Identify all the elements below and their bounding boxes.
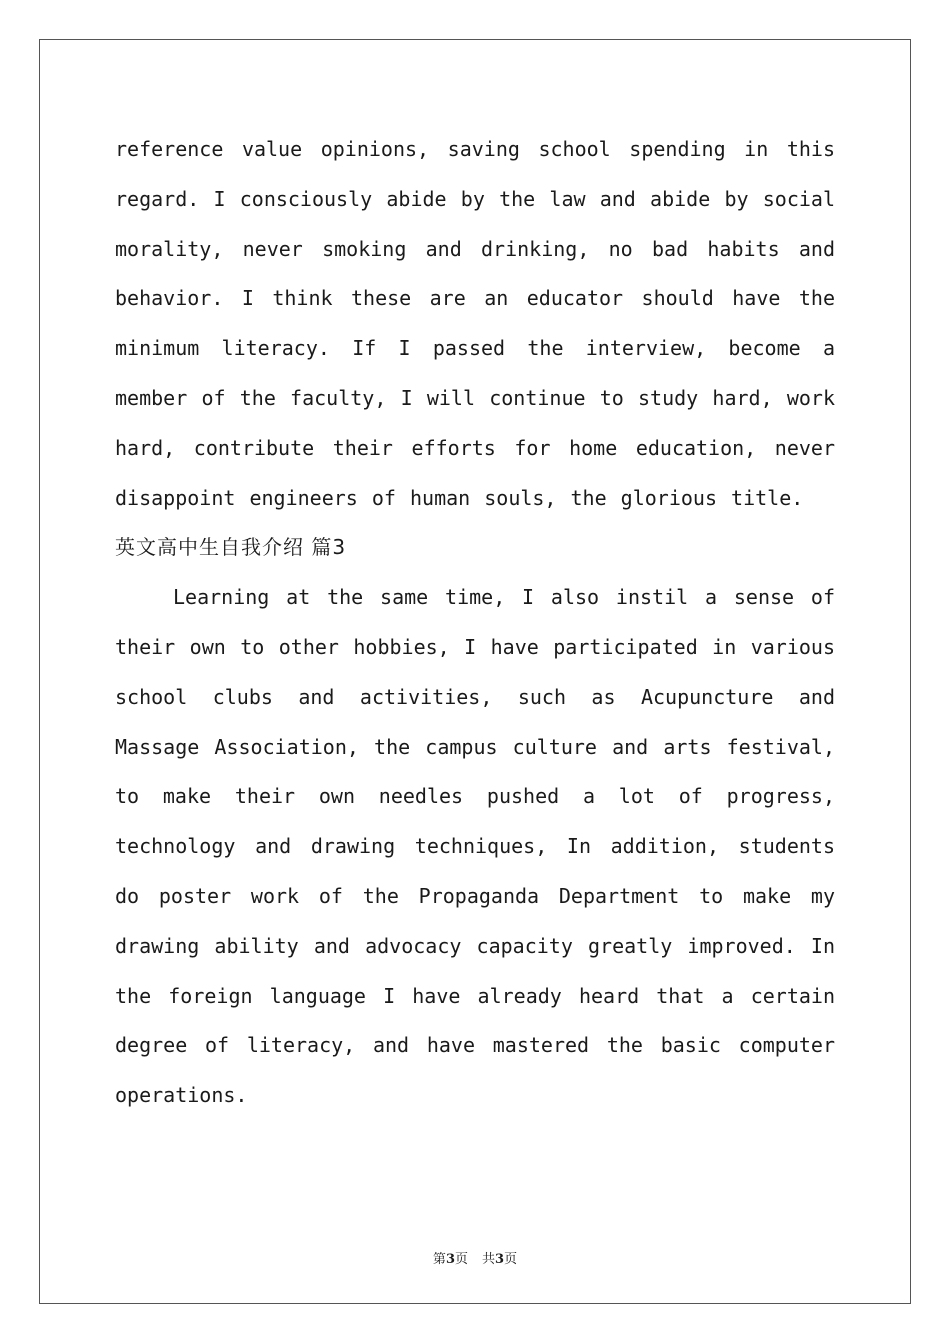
total-unit: 页	[504, 1252, 518, 1267]
page-footer	[0, 1248, 950, 1267]
document-body	[115, 125, 835, 1121]
body-paragraph-section3: Learning at the same time, I also instil a sense of their own to other hobbies, I have participated in various school clubs and activities, such as Acupuncture and Massage Association, the campus culture and arts festival, to make their own needles pushed a lot of progress, technology and drawing techniques, In addition, students do poster work of the Propaganda Department to make my drawing ability and advocacy capacity greatly improved. In the foreign language I have already heard that a certain degree of literacy, and have mastered the basic computer operations.	[115, 585, 835, 1108]
body-paragraph-continued: reference value opinions, saving school spending in this regard. I consciously abide by the law and abide by social morality, never smoking and drinking, no bad habits and behavior. I think these are an educator should have the minimum literacy. If I passed the interview, become a member of the faculty, I will continue to study hard, work hard, contribute their efforts for home education, never disappoint engineers of human souls, the glorious title.	[115, 137, 835, 510]
section-heading: 英文高中生自我介绍 篇3	[115, 535, 347, 560]
page-current-number: 3	[445, 1252, 455, 1267]
page-total-number: 3	[495, 1252, 505, 1267]
total-prefix: 共	[482, 1252, 496, 1267]
page-prefix: 第	[432, 1252, 446, 1267]
page-unit: 页	[454, 1252, 468, 1267]
